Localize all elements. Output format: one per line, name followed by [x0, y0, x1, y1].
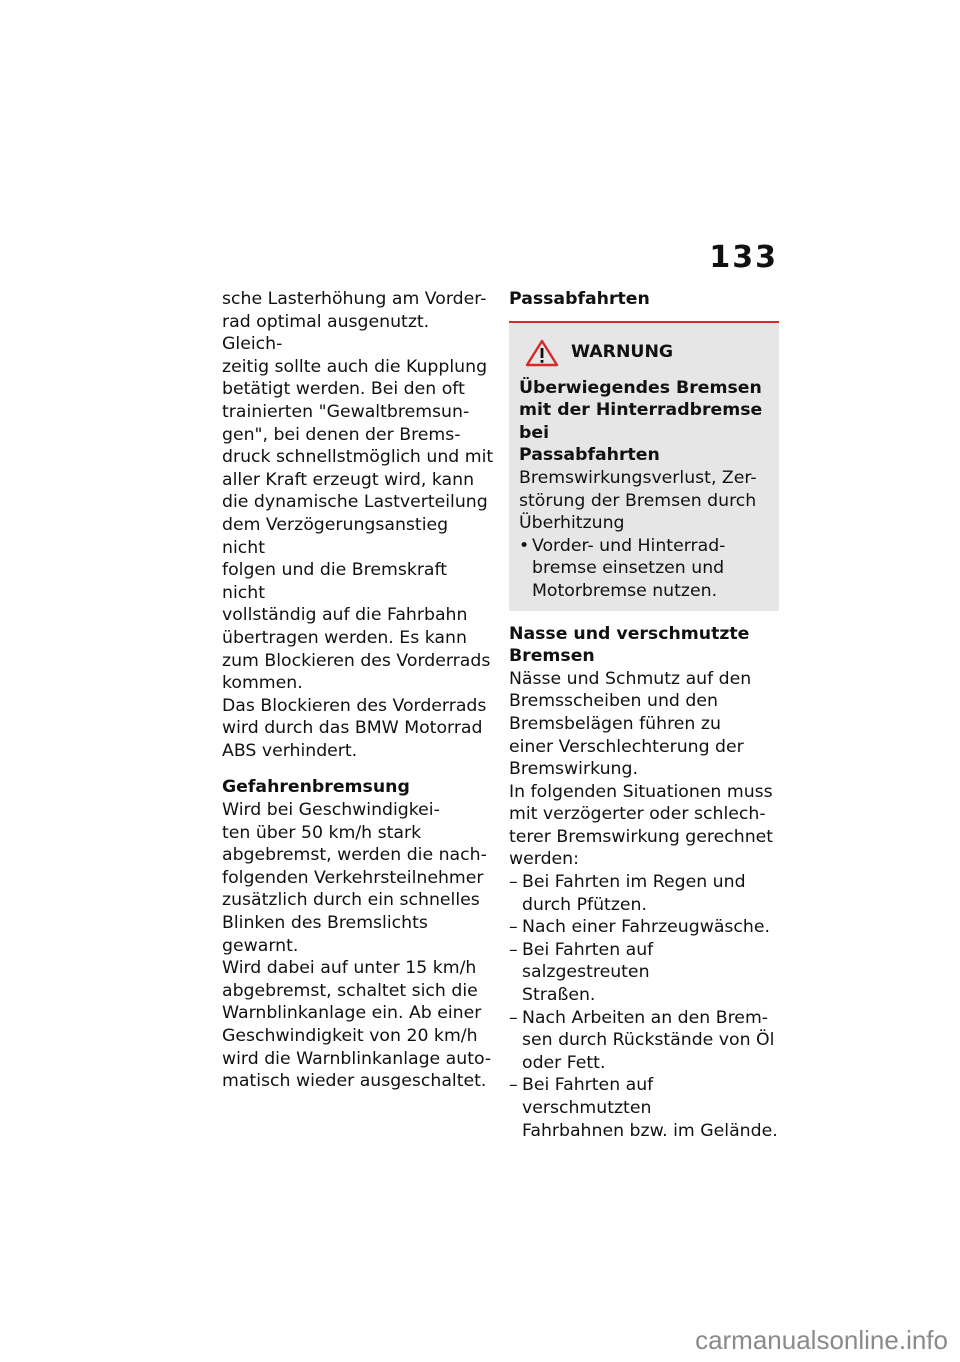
paragraph-abs: Das Blockieren des Vorderrads wird durch das BMW Motorrad ABS verhindert.: [222, 695, 487, 761]
warning-bullet-list: [519, 535, 769, 603]
list-item: – Bei Fahrten im Regen und durch Pfützen.: [509, 871, 779, 916]
list-item: – Bei Fahrten auf salzgestreuten Straßen.: [509, 939, 779, 1007]
list-item: – Nach einer Fahrzeugwäsche.: [509, 916, 779, 939]
warning-triangle-icon: [525, 339, 559, 367]
warning-title-row: [525, 339, 769, 367]
paragraph-brake-light-flashing: Wird bei Geschwindigkei- ten über 50 km/h stark abgebremst, werden die nach- folgenden Verkehrsteilnehmer zusätzlich durch ein schnelles Blinken des Bremslichts gewarnt.: [222, 800, 487, 956]
paragraph-situations: In folgenden Situationen muss mit verzögerter oder schlech- terer Bremswirkung gerechnet werden:: [509, 781, 774, 870]
paragraph-hazard-lights: Wird dabei auf unter 15 km/h abgebremst, schaltet sich die Warnblinkanlage ein. Ab einer Geschwindigkeit von 20 km/h wird die Warnblinkanlage auto- matisch wieder ausgeschaltet.: [222, 958, 492, 1092]
paragraph-load-transfer: sche Lasterhöhung am Vorder- rad optimal ausgenutzt. Gleich- zeitig sollte auch die Kupplung betätigt werden. Bei den oft trainierten "Gewaltbremsun- gen", bei denen der Brems- druck schnellstmöglich und mit aller Kraft erzeugt wird, kann die dynamische Lastverteilung dem Verzögerungsanstieg nicht folgen und die Bremskraft nicht vollständig auf die Fahrbahn übertragen werden. Es kann zum Blockieren des Vorderrads kommen.: [222, 289, 494, 694]
heading-wet-brakes: Nasse und verschmutzte Bremsen: [509, 623, 750, 667]
warning-box: [509, 321, 779, 611]
warning-heading: Überwiegendes Bremsen mit der Hinterradbremse bei Passabfahrten: [519, 377, 763, 466]
list-item: – Bei Fahrten auf verschmutzten Fahrbahnen bzw. im Gelände.: [509, 1074, 779, 1142]
warning-label: WARNUNG: [571, 342, 674, 363]
situations-list: [509, 871, 779, 1142]
watermark: carmanualsonline.info: [695, 1325, 948, 1355]
heading-emergency-braking: Gefahrenbremsung: [222, 777, 410, 798]
warning-text: Bremswirkungsverlust, Zer- störung der Bremsen durch Überhitzung: [519, 467, 757, 534]
list-item: – Nach Arbeiten an den Brem- sen durch Rückstände von Öl oder Fett.: [509, 1007, 779, 1075]
page-number: 133: [709, 240, 778, 275]
right-column: [509, 288, 779, 1142]
paragraph-wet-dirty: Nässe und Schmutz auf den Bremsscheiben und den Bremsbelägen führen zu einer Verschlechterung der Bremswirkung.: [509, 668, 752, 780]
heading-downhill: Passabfahrten: [509, 289, 650, 309]
left-column: [222, 288, 494, 1093]
warning-bullet: • Vorder- und Hinterrad- bremse einsetzen und Motorbremse nutzen.: [519, 535, 769, 603]
